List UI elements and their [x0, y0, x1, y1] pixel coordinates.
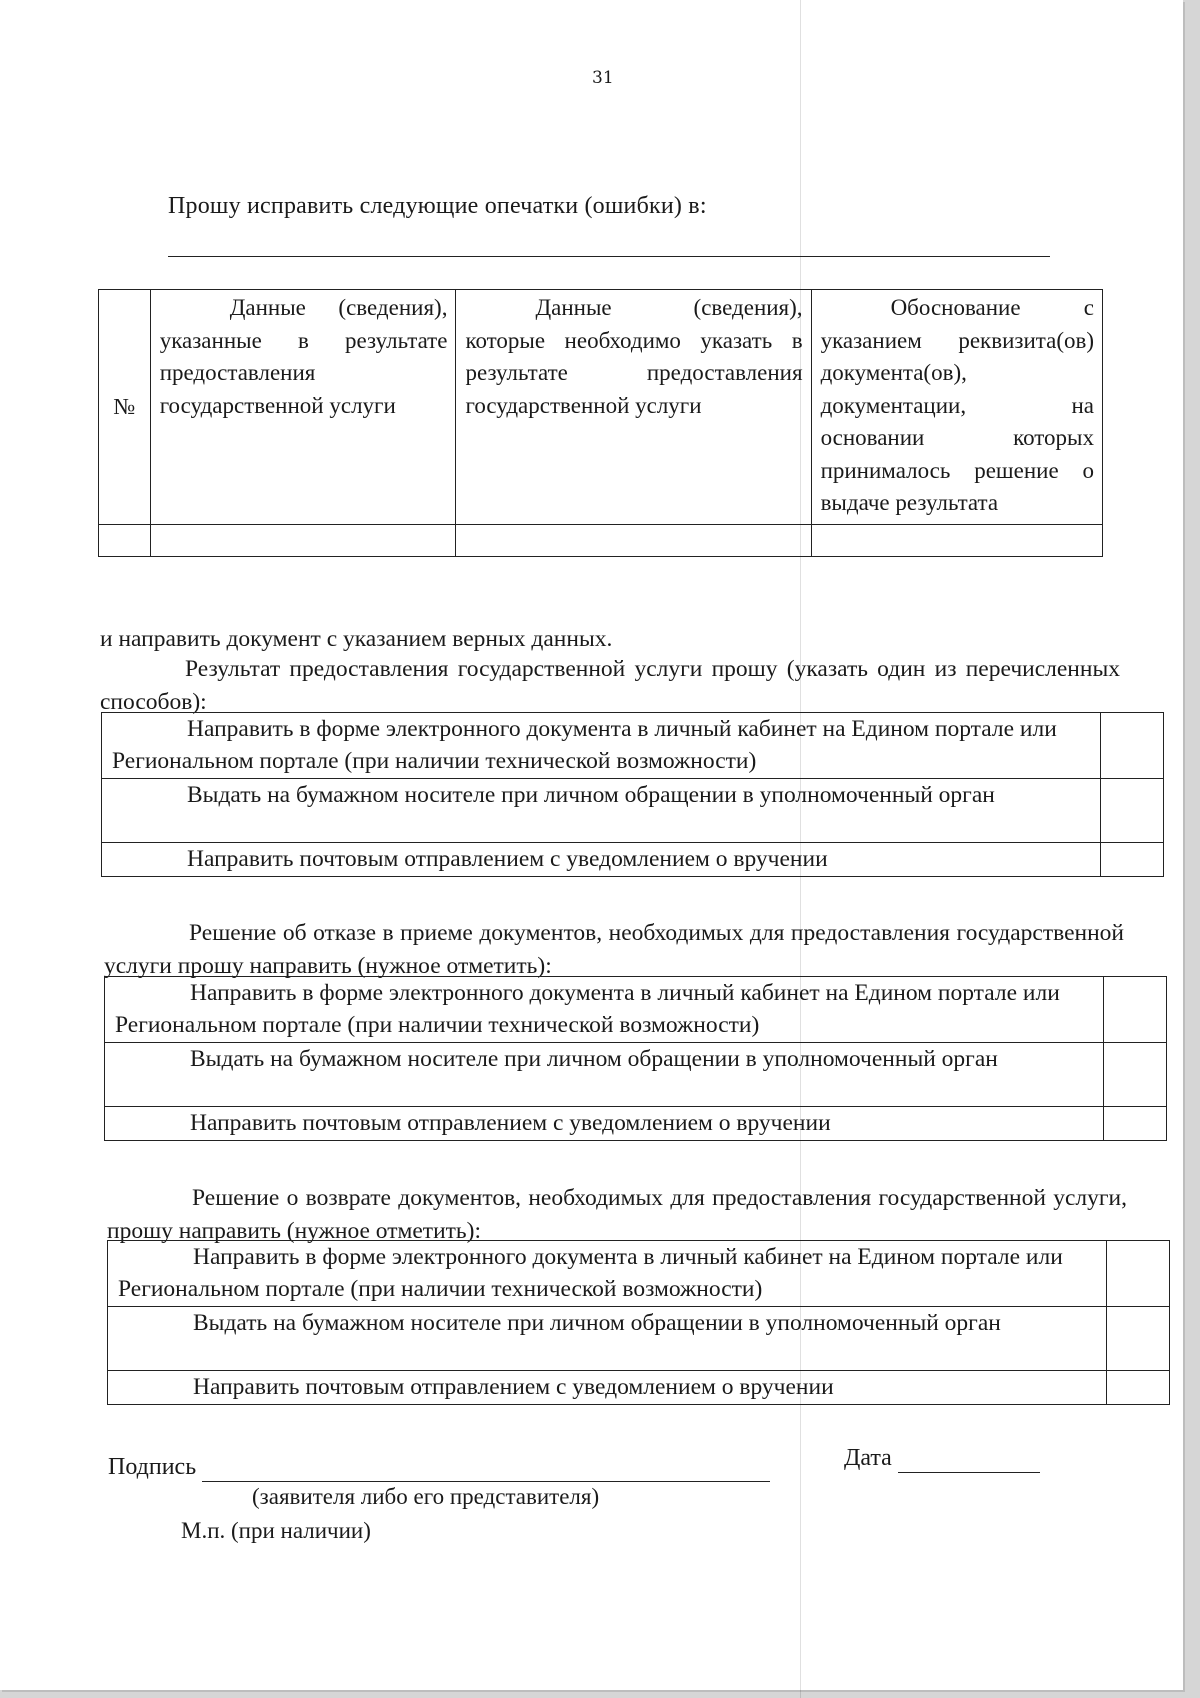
option-row — [108, 1307, 1170, 1371]
header-justification: Обоснование с указанием реквизита(ов) документа(ов), документации, на основании которых принималось решение о выдаче результата — [811, 290, 1102, 525]
signature-label: Подпись — [108, 1454, 197, 1480]
errors-table-header-row — [99, 290, 1103, 525]
option-text: Направить почтовым отправлением с уведомлением о вручении — [102, 843, 1101, 877]
header-current-data: Данные (сведения), указанные в результате предоставления государственной услуги — [150, 290, 456, 525]
signature-field[interactable] — [202, 1454, 770, 1482]
header-correct-data: Данные (сведения), которые необходимо указать в результате предоставления государственной услуги — [456, 290, 811, 525]
empty-cell[interactable] — [456, 524, 811, 556]
option-checkbox[interactable] — [1107, 1307, 1170, 1371]
option-row — [102, 779, 1164, 843]
date-field[interactable] — [898, 1445, 1040, 1473]
option-row — [108, 1241, 1170, 1307]
option-checkbox[interactable] — [1107, 1241, 1170, 1307]
errors-table — [98, 289, 1103, 557]
option-checkbox[interactable] — [1101, 843, 1164, 877]
section-2-text: Решение об отказе в приеме документов, необходимых для предоставления государственной услуги прошу направить (нужное отметить): — [104, 920, 1124, 979]
page-number: 31 — [592, 68, 614, 88]
option-text: Направить в форме электронного документа в личный кабинет на Едином портале или Региональном портале (при наличии технической возможности) — [108, 1241, 1107, 1307]
intro-fill-line — [168, 256, 1050, 257]
option-text: Выдать на бумажном носителе при личном обращении в уполномоченный орган — [102, 779, 1101, 843]
signature-caption: (заявителя либо его представителя) — [252, 1484, 600, 1509]
option-row — [108, 1371, 1170, 1405]
option-row — [105, 1107, 1167, 1141]
after-table-text: и направить документ с указанием верных данных. — [100, 626, 613, 652]
intro-text: Прошу исправить следующие опечатки (ошибки) в: — [168, 193, 707, 219]
empty-cell[interactable] — [811, 524, 1102, 556]
option-row — [105, 977, 1167, 1043]
option-row — [105, 1043, 1167, 1107]
option-text: Выдать на бумажном носителе при личном обращении в уполномоченный орган — [105, 1043, 1104, 1107]
signature-line — [108, 1454, 770, 1482]
section-1-text: Результат предоставления государственной услуги прошу (указать один из перечисленных способов): — [100, 656, 1120, 715]
option-row — [102, 843, 1164, 877]
option-checkbox[interactable] — [1107, 1371, 1170, 1405]
empty-cell[interactable] — [150, 524, 456, 556]
option-checkbox[interactable] — [1104, 1107, 1167, 1141]
option-text: Направить почтовым отправлением с уведомлением о вручении — [108, 1371, 1107, 1405]
option-row — [102, 713, 1164, 779]
empty-cell[interactable] — [99, 524, 151, 556]
date-label: Дата — [844, 1445, 892, 1471]
option-checkbox[interactable] — [1104, 1043, 1167, 1107]
option-text: Направить в форме электронного документа в личный кабинет на Едином портале или Региональном портале (при наличии технической возможности) — [102, 713, 1101, 779]
option-text: Направить в форме электронного документа в личный кабинет на Едином портале или Региональном портале (при наличии технической возможности) — [105, 977, 1104, 1043]
option-text: Направить почтовым отправлением с уведомлением о вручении — [105, 1107, 1104, 1141]
header-number: № — [99, 290, 151, 525]
errors-table-empty-row — [99, 524, 1103, 556]
date-line — [844, 1445, 1040, 1473]
section-1-options — [101, 712, 1164, 877]
option-checkbox[interactable] — [1101, 713, 1164, 779]
section-3-options — [107, 1240, 1170, 1405]
option-checkbox[interactable] — [1104, 977, 1167, 1043]
section-2-options — [104, 976, 1167, 1141]
option-checkbox[interactable] — [1101, 779, 1164, 843]
section-3-text: Решение о возврате документов, необходимых для предоставления государственной услуги, прошу направить (нужное отметить): — [107, 1185, 1127, 1244]
stamp-text: М.п. (при наличии) — [181, 1518, 371, 1543]
option-text: Выдать на бумажном носителе при личном обращении в уполномоченный орган — [108, 1307, 1107, 1371]
